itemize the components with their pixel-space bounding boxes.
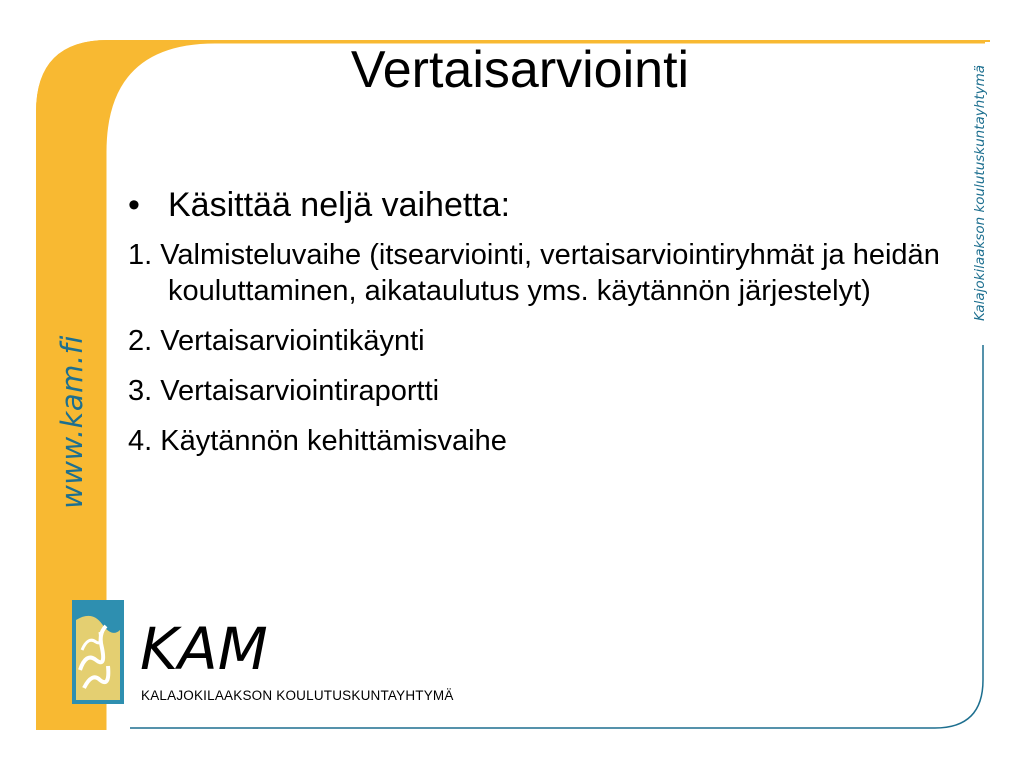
- slide-title: Vertaisarviointi: [350, 41, 690, 99]
- list-item: 3. Vertaisarviointiraportti: [128, 375, 440, 407]
- list-item: 4. Käytännön kehittämisvaihe: [128, 425, 507, 457]
- website-label: www.kam.fi: [55, 335, 89, 509]
- kam-logo-icon: [72, 600, 124, 704]
- bullet-point: [128, 185, 1008, 225]
- logo-subtitle: KALAJOKILAAKSON KOULUTUSKUNTAYHTYMÄ: [141, 688, 454, 703]
- logo-name: KAM: [140, 615, 268, 683]
- list-item: 2. Vertaisarviointikäynti: [128, 325, 425, 357]
- bullet-text: Käsittää neljä vaihetta:: [168, 186, 511, 224]
- slide-content: [128, 185, 1008, 473]
- bullet-dot-icon: •: [128, 186, 140, 224]
- list-item: 1. Valmisteluvaihe (itsearviointi, vertaisarviointiryhmät ja heidän kouluttaminen, aikataulutus yms. käytännön järjestelyt): [128, 239, 940, 307]
- organization-vertical-label: Kalajokilaakson koulutuskuntayhtymä: [972, 64, 988, 322]
